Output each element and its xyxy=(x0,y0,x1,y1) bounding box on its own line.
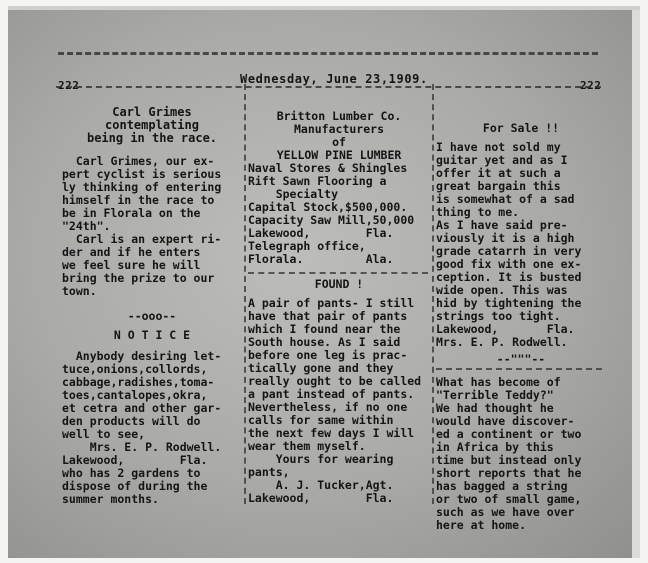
found-line: calls for same within xyxy=(248,413,394,427)
sale-line: ception. It is busted xyxy=(436,270,582,284)
ad-detail-line: Naval Stores & Shingles xyxy=(248,161,408,175)
sale-line: strings too tight. xyxy=(436,309,561,323)
sale-line: wide open. This was xyxy=(436,283,568,297)
found-line: Lakewood, Fla. xyxy=(248,491,394,505)
found-line: really ought to be called xyxy=(248,374,422,388)
sale-line: viously it is a high xyxy=(436,231,575,245)
notice-line: well to see, xyxy=(62,427,146,441)
teddy-body xyxy=(436,376,606,532)
story-line: Carl Grimes, our ex- xyxy=(62,154,215,168)
separator-2: --"""-- xyxy=(496,352,546,366)
column-1 xyxy=(62,106,242,506)
notice-line: Lakewood, Fla. xyxy=(62,453,208,467)
found-line: South house. As I said xyxy=(248,335,401,349)
section-divider-found xyxy=(248,272,428,274)
story-line: bring the prize to our xyxy=(62,271,215,285)
separator-1: --ooo-- xyxy=(127,309,177,323)
notice-line: tuce,onions,collords, xyxy=(62,362,208,376)
page-number-right: 222 xyxy=(580,79,602,92)
sale-line: is somewhat of a sad xyxy=(436,192,575,206)
found-body xyxy=(248,297,430,505)
column-3 xyxy=(436,122,606,532)
top-dashed-rule xyxy=(58,52,598,55)
date-line: Wednesday, June 23,1909. xyxy=(240,72,428,86)
sale-line: great bargain this xyxy=(436,179,561,193)
story-line: "24th". xyxy=(62,219,111,233)
ad-line: YELLOW PINE LUMBER xyxy=(276,148,402,162)
story-line: pert cyclist is serious xyxy=(62,167,222,181)
notice-body xyxy=(62,350,242,506)
teddy-line: ed a continent or two xyxy=(436,427,582,441)
header-dashed-rule xyxy=(56,86,601,88)
teddy-line: here at home. xyxy=(436,518,527,532)
torn-edge-top xyxy=(8,6,640,10)
story-line: be in Florala on the xyxy=(62,206,201,220)
found-line: pants, xyxy=(248,465,290,479)
sale-line: I have not sold my xyxy=(436,140,561,154)
column-2 xyxy=(248,110,430,505)
sale-line: grade catarrh in very xyxy=(436,244,582,258)
section-divider-teddy xyxy=(436,368,602,370)
teddy-line: or two of small game, xyxy=(436,492,582,506)
newspaper-page xyxy=(8,6,640,558)
ad-line: Britton Lumber Co. xyxy=(276,109,402,123)
sale-line: As I have said pre- xyxy=(436,218,568,232)
sale-line: offer it at such a xyxy=(436,166,561,180)
column-divider-1 xyxy=(244,84,246,504)
story-line: ly thinking of entering xyxy=(62,180,222,194)
torn-corner-right xyxy=(632,6,640,558)
teddy-line: would have discover- xyxy=(436,414,575,428)
ad-detail-line: Specialty xyxy=(248,187,339,201)
ad-detail-line: Capital Stock,$500,000. xyxy=(248,200,408,214)
found-line: A. J. Tucker,Agt. xyxy=(248,478,394,492)
teddy-line: short reports that he xyxy=(436,466,582,480)
teddy-line: in Africa by this xyxy=(436,440,554,454)
found-line: have that pair of pants xyxy=(248,309,408,323)
story-line: Carl is an expert ri- xyxy=(62,232,222,246)
notice-line: Anybody desiring let- xyxy=(62,349,222,363)
found-line: Nevertheless, if no one xyxy=(248,400,408,414)
sale-line: Lakewood, Fla. xyxy=(436,322,575,336)
teddy-line: has bagged a string xyxy=(436,479,568,493)
notice-line: et cetra and other gar- xyxy=(62,401,222,415)
notice-line: dispose of during the xyxy=(62,479,208,493)
story-line: town. xyxy=(62,284,97,298)
teddy-line: such as we have over xyxy=(436,505,575,519)
teddy-line: "Terrible Teddy?" xyxy=(436,388,554,402)
ad-detail-line: Telegraph office, xyxy=(248,239,366,253)
story-carl-grimes xyxy=(62,155,242,298)
notice-line: cabbage,radishes,toma- xyxy=(62,375,215,389)
for-sale-body xyxy=(436,141,606,349)
ad-detail-line: Capacity Saw Mill,50,000 xyxy=(248,213,415,227)
found-line: a pant instead of pants. xyxy=(248,387,415,401)
found-line: Yours for wearing xyxy=(248,452,394,466)
ad-line: of xyxy=(332,135,346,149)
teddy-line: We had thought he xyxy=(436,401,554,415)
ad-detail-line: Rift Sawn Flooring a xyxy=(248,174,387,188)
story-line: himself in the race to xyxy=(62,193,215,207)
found-line: before one leg is prac- xyxy=(248,348,408,362)
ad-line: Manufacturers xyxy=(293,122,384,136)
found-title: FOUND ! xyxy=(314,277,364,291)
headline-line: being in the race. xyxy=(86,131,218,145)
sale-line: Mrs. E. P. Rodwell. xyxy=(436,335,568,349)
sale-line: hid by tightening the xyxy=(436,296,582,310)
notice-line: summer months. xyxy=(62,492,159,506)
notice-title: N O T I C E xyxy=(113,328,191,342)
teddy-line: What has become of xyxy=(436,375,561,389)
notice-line: den products will do xyxy=(62,414,201,428)
headline-line: Carl Grimes xyxy=(112,105,192,119)
page-number-left: 222 xyxy=(58,79,80,92)
found-line: which I found near the xyxy=(248,322,401,336)
headline-carl-grimes xyxy=(62,106,242,145)
ad-detail-line: Lakewood, Fla. xyxy=(248,226,394,240)
found-line: the next few days I will xyxy=(248,426,415,440)
story-line: der and if he enters xyxy=(62,245,201,259)
notice-line: toes,cantalopes,okra, xyxy=(62,388,208,402)
found-line: wear them myself. xyxy=(248,439,366,453)
sale-line: guitar yet and as I xyxy=(436,153,568,167)
for-sale-title: For Sale !! xyxy=(482,121,560,135)
found-line: tically gone and they xyxy=(248,361,394,375)
ad-detail-line: Florala. Ala. xyxy=(248,252,394,266)
notice-line: Mrs. E. P. Rodwell. xyxy=(62,440,222,454)
sale-line: thing to me. xyxy=(436,205,520,219)
lumber-ad-header xyxy=(248,110,430,162)
notice-line: who has 2 gardens to xyxy=(62,466,201,480)
sale-line: good fix with one ex- xyxy=(436,257,582,271)
lumber-ad-details xyxy=(248,162,430,266)
teddy-line: time but instead only xyxy=(436,453,582,467)
found-line: A pair of pants- I still xyxy=(248,296,415,310)
headline-line: contemplating xyxy=(105,118,199,132)
story-line: we feel sure he will xyxy=(62,258,201,272)
column-divider-2 xyxy=(432,84,434,504)
